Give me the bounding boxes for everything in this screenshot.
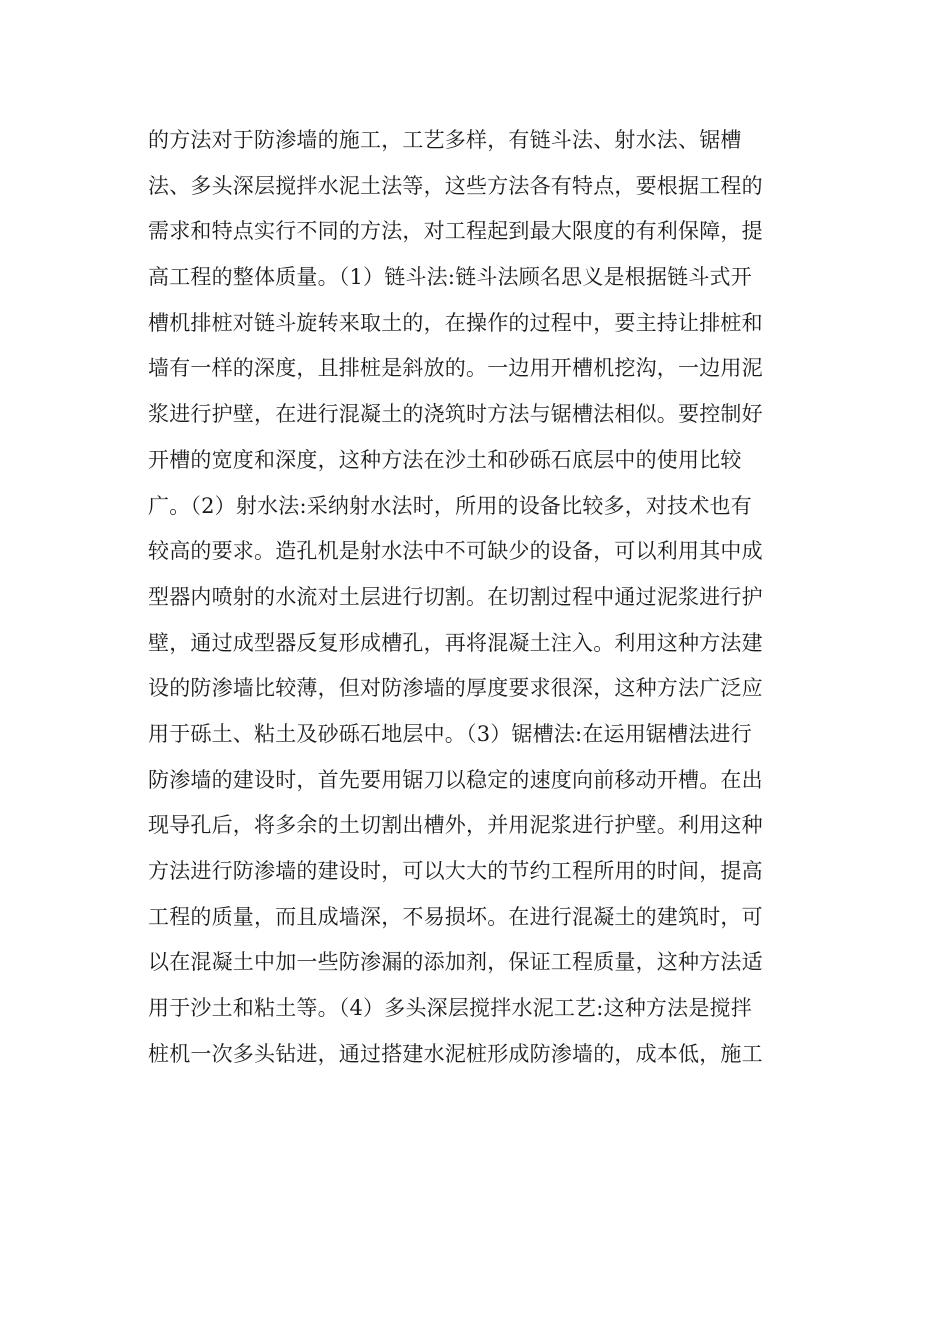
text-line: 槽机排桩对链斗旋转来取土的，在操作的过程中，要主持让排桩和 bbox=[148, 310, 763, 335]
text-line: 桩机一次多头钻进，通过搭建水泥桩形成防渗墙的，成本低，施工 bbox=[148, 1041, 763, 1066]
text-line: 防渗墙的建设时，首先要用锯刀以稳定的速度向前移动开槽。在出 bbox=[148, 767, 763, 792]
text-line: 工程的质量，而且成墙深，不易损坏。在进行混凝土的建筑时，可 bbox=[148, 904, 763, 929]
body-paragraph bbox=[148, 118, 808, 1077]
text-line: 以在混凝土中加一些防渗漏的添加剂，保证工程质量，这种方法适 bbox=[148, 950, 763, 975]
text-line: 用于砾土、粘土及砂砾石地层中。（3）锯槽法:在运用锯槽法进行 bbox=[148, 721, 752, 746]
text-line: 广。（2）射水法:采纳射水法时，所用的设备比较多，对技术也有 bbox=[148, 493, 752, 518]
text-line: 较高的要求。造孔机是射水法中不可缺少的设备，可以利用其中成 bbox=[148, 539, 763, 564]
text-line: 需求和特点实行不同的方法，对工程起到最大限度的有利保障，提 bbox=[148, 219, 763, 244]
text-line: 壁，通过成型器反复形成槽孔，再将混凝土注入。利用这种方法建 bbox=[148, 630, 763, 655]
text-line: 开槽的宽度和深度，这种方法在沙土和砂砾石底层中的使用比较 bbox=[148, 447, 742, 472]
text-line: 的方法对于防渗墙的施工，工艺多样，有链斗法、射水法、锯槽 bbox=[148, 128, 742, 152]
text-line: 现导孔后，将多余的土切割出槽外，并用泥浆进行护壁。利用这种 bbox=[148, 813, 763, 838]
text-line: 型器内喷射的水流对土层进行切割。在切割过程中通过泥浆进行护 bbox=[148, 584, 763, 609]
text-line: 法、多头深层搅拌水泥土法等，这些方法各有特点，要根据工程的 bbox=[148, 173, 763, 198]
text-line: 方法进行防渗墙的建设时，可以大大的节约工程所用的时间，提高 bbox=[148, 859, 763, 883]
text-line: 墙有一样的深度，且排桩是斜放的。一边用开槽机挖沟，一边用泥 bbox=[148, 356, 763, 381]
text-line: 设的防渗墙比较薄，但对防渗墙的厚度要求很深，这种方法广泛应 bbox=[148, 676, 763, 701]
text-line: 浆进行护壁，在进行混凝土的浇筑时方法与锯槽法相似。要控制好 bbox=[148, 402, 763, 427]
text-line: 高工程的整体质量。（1）链斗法:链斗法顾名思义是根据链斗式开 bbox=[148, 265, 752, 290]
text-line: 用于沙土和粘土等。（4）多头深层搅拌水泥工艺:这种方法是搅拌 bbox=[148, 996, 752, 1021]
